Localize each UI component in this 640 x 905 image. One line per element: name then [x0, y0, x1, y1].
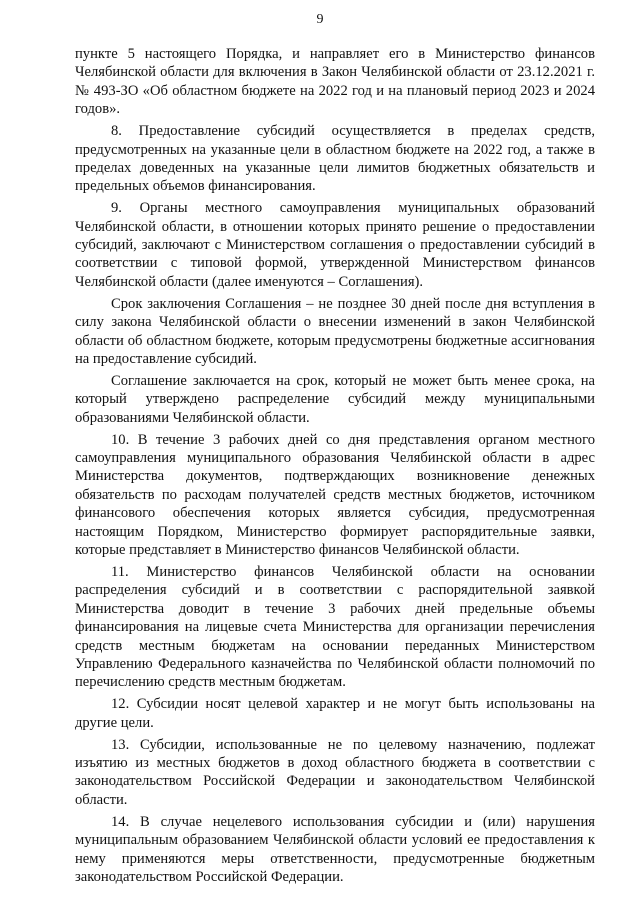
paragraph: 12. Субсидии носят целевой характер и не могут быть использованы на другие цели. [75, 696, 595, 731]
page-number: 9 [316, 12, 324, 27]
paragraph: 14. В случае нецелевого использования субсидии и (или) нарушения муниципальным образованием Челябинской области условий ее предоставления к нему применяются меры ответственности, предусмотренные бюджетным законодательством Российской Федерации. [75, 813, 595, 885]
paragraph: 9. Органы местного самоуправления муниципальных образований Челябинской области, в отношении которых принято решение о предоставлении субсидий, заключают с Министерством соглашения о предоставлении субсидий в соответствии с типовой формой, утвержденной Министерством финансов Челябинской области (далее именуются – Соглашения). [75, 200, 595, 290]
paragraph: 8. Предоставление субсидий осуществляется в пределах средств, предусмотренных на указанные цели в областном бюджете на 2022 год, а также в пределах доведенных на указанные цели лимитов бюджетных обязательств и предельных объемов финансирования. [75, 123, 595, 195]
paragraph: 13. Субсидии, использованные не по целевому назначению, подлежат изъятию из местных бюджетов в доход областного бюджета в соответствии с законодательством Российской Федерации и законодательством Челябинской области. [75, 736, 595, 808]
paragraph: Соглашение заключается на срок, который не может быть менее срока, на который утверждено распределение субсидий между муниципальными образованиями Челябинской области. [75, 372, 595, 426]
paragraph: 10. В течение 3 рабочих дней со дня представления органом местного самоуправления муниципального образования Челябинской области в адрес Министерства документов, подтверждающих возникновение денежных обязательств по расходам получателей средств местных бюджетов, источником финансового обеспечения которых является субсидия, предусмотренная настоящим Порядком, Министерство формирует распорядительные заявки, которые представляет в Министерство финансов Челябинской области. [75, 431, 595, 559]
paragraph: Срок заключения Соглашения – не позднее 30 дней после дня вступления в силу закона Челябинской области о внесении изменений в закон Челябинской области об областном бюджете, которым предусмотрены бюджетные ассигнования на предоставление субсидий. [75, 295, 595, 367]
paragraph: пункте 5 настоящего Порядка, и направляет его в Министерство финансов Челябинской области для включения в Закон Челябинской области от 23.12.2021 г. № 493-ЗО «Об областном бюджете на 2022 год и на плановый период 2023 и 2024 годов». [75, 46, 595, 118]
paragraph: 11. Министерство финансов Челябинской области на основании распределения субсидий и в соответствии с распорядительной заявкой Министерства доводит в течение 3 рабочих дней предельные объемы финансирования на лицевые счета Министерства для организации перечисления средств местным бюджетам на основании переданных Министерством Управлению Федерального казначейства по Челябинской области полномочий по перечислению средств местным бюджетам. [75, 563, 595, 691]
document-body [75, 45, 595, 890]
